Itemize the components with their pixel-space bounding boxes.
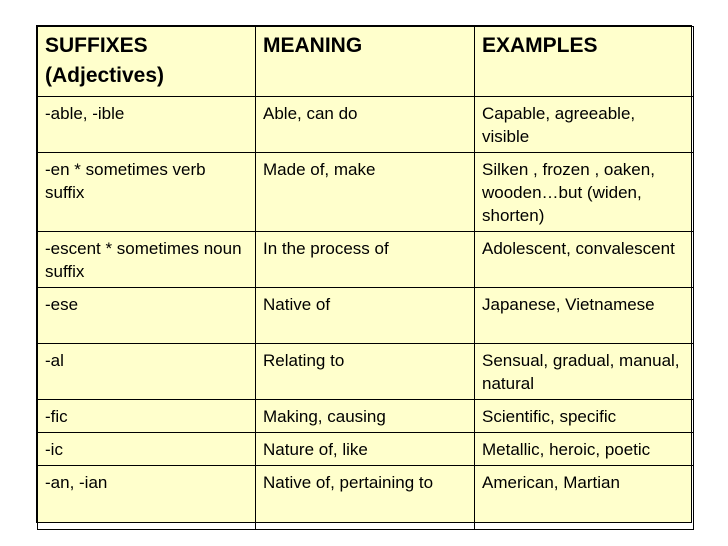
meaning-cell: Making, causing <box>256 400 475 433</box>
table-row <box>38 288 694 344</box>
meaning-cell: Made of, make <box>256 153 475 232</box>
meaning-cell: Able, can do <box>256 97 475 153</box>
table-row <box>38 466 694 530</box>
header-meaning: MEANING <box>256 27 475 97</box>
suffix-table <box>37 26 694 530</box>
table-row <box>38 97 694 153</box>
suffix-table-container <box>36 25 692 523</box>
meaning-cell: Relating to <box>256 344 475 400</box>
examples-cell: Scientific, specific <box>475 400 694 433</box>
examples-cell: Adolescent, convalescent <box>475 232 694 288</box>
suffix-cell: -fic <box>38 400 256 433</box>
suffix-cell: -ese <box>38 288 256 344</box>
header-row <box>38 27 694 97</box>
table-row <box>38 153 694 232</box>
meaning-cell: Native of <box>256 288 475 344</box>
suffix-cell: -ic <box>38 433 256 466</box>
table-row <box>38 232 694 288</box>
header-examples: EXAMPLES <box>475 27 694 97</box>
table-row <box>38 400 694 433</box>
suffix-cell: -escent * sometimes noun suffix <box>38 232 256 288</box>
meaning-cell: Nature of, like <box>256 433 475 466</box>
suffix-cell: -al <box>38 344 256 400</box>
meaning-cell: Native of, pertaining to <box>256 466 475 530</box>
suffix-cell: -en * sometimes verb suffix <box>38 153 256 232</box>
examples-cell: Sensual, gradual, manual, natural <box>475 344 694 400</box>
examples-cell: American, Martian <box>475 466 694 530</box>
examples-cell: Capable, agreeable, visible <box>475 97 694 153</box>
examples-cell: Silken , frozen , oaken, wooden…but (widen, shorten) <box>475 153 694 232</box>
examples-cell: Japanese, Vietnamese <box>475 288 694 344</box>
meaning-cell: In the process of <box>256 232 475 288</box>
examples-cell: Metallic, heroic, poetic <box>475 433 694 466</box>
table-row <box>38 344 694 400</box>
header-suffixes: SUFFIXES (Adjectives) <box>38 27 256 97</box>
suffix-cell: -able, -ible <box>38 97 256 153</box>
suffix-cell: -an, -ian <box>38 466 256 530</box>
table-row <box>38 433 694 466</box>
